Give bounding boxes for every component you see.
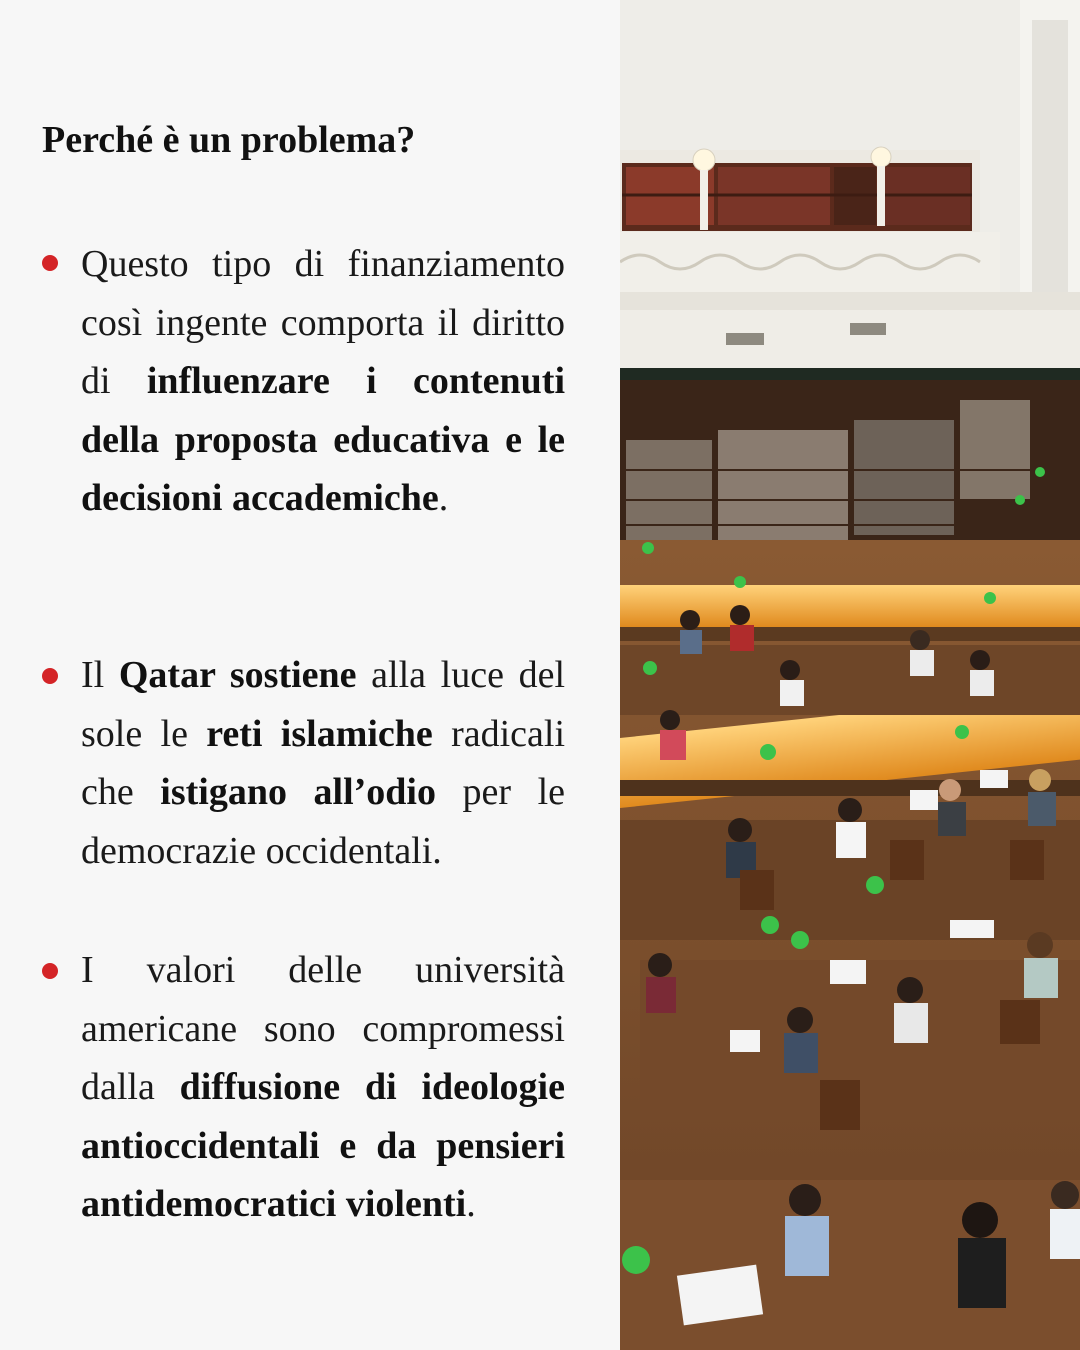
- bullet-dot-icon: [42, 668, 58, 684]
- bullet-2-text-part: per le democrazie occidentali.: [81, 771, 566, 872]
- bullet-2-text-part: alla luce del sole le: [81, 654, 566, 755]
- library-photo: [620, 0, 1080, 1350]
- bullet-text-1: [81, 235, 565, 528]
- bullet-1-bold-part: influenzare i contenuti della proposta educativa e le decisioni accademiche: [81, 360, 565, 519]
- page-title: Perché è un problema?: [42, 119, 416, 161]
- bullet-item-1: [42, 235, 565, 528]
- bullet-2-bold-part: istigano all’odio: [160, 771, 436, 813]
- bullet-1-text-part: Questo tipo di finanziamento così ingente comporta il diritto di: [81, 243, 565, 402]
- bullet-dot-icon: [42, 963, 58, 979]
- bullet-1-text-part: .: [438, 477, 449, 519]
- bullet-item-2: [42, 646, 565, 880]
- bullet-2-bold-part: Qatar sostiene: [118, 654, 357, 696]
- bullet-2-bold-part: reti islamiche: [206, 712, 433, 755]
- library-reading-room-image: [620, 0, 1080, 1350]
- bullet-3-text-part: .: [466, 1183, 476, 1225]
- bullet-text-3: [81, 941, 565, 1234]
- bullet-3-text-part: I valori delle università americane sono compromessi dalla: [81, 949, 565, 1108]
- bullet-3-bold-part: diffusione di ideologie antioccidentali e da pensieri antidemocratici violenti: [81, 1066, 565, 1225]
- bullet-text-2: [81, 646, 565, 880]
- bullet-2-text-part: Il: [81, 654, 119, 696]
- bullet-2-text-part: radicali che: [81, 712, 565, 813]
- bullet-dot-icon: [42, 255, 58, 271]
- bullet-item-3: [42, 941, 565, 1234]
